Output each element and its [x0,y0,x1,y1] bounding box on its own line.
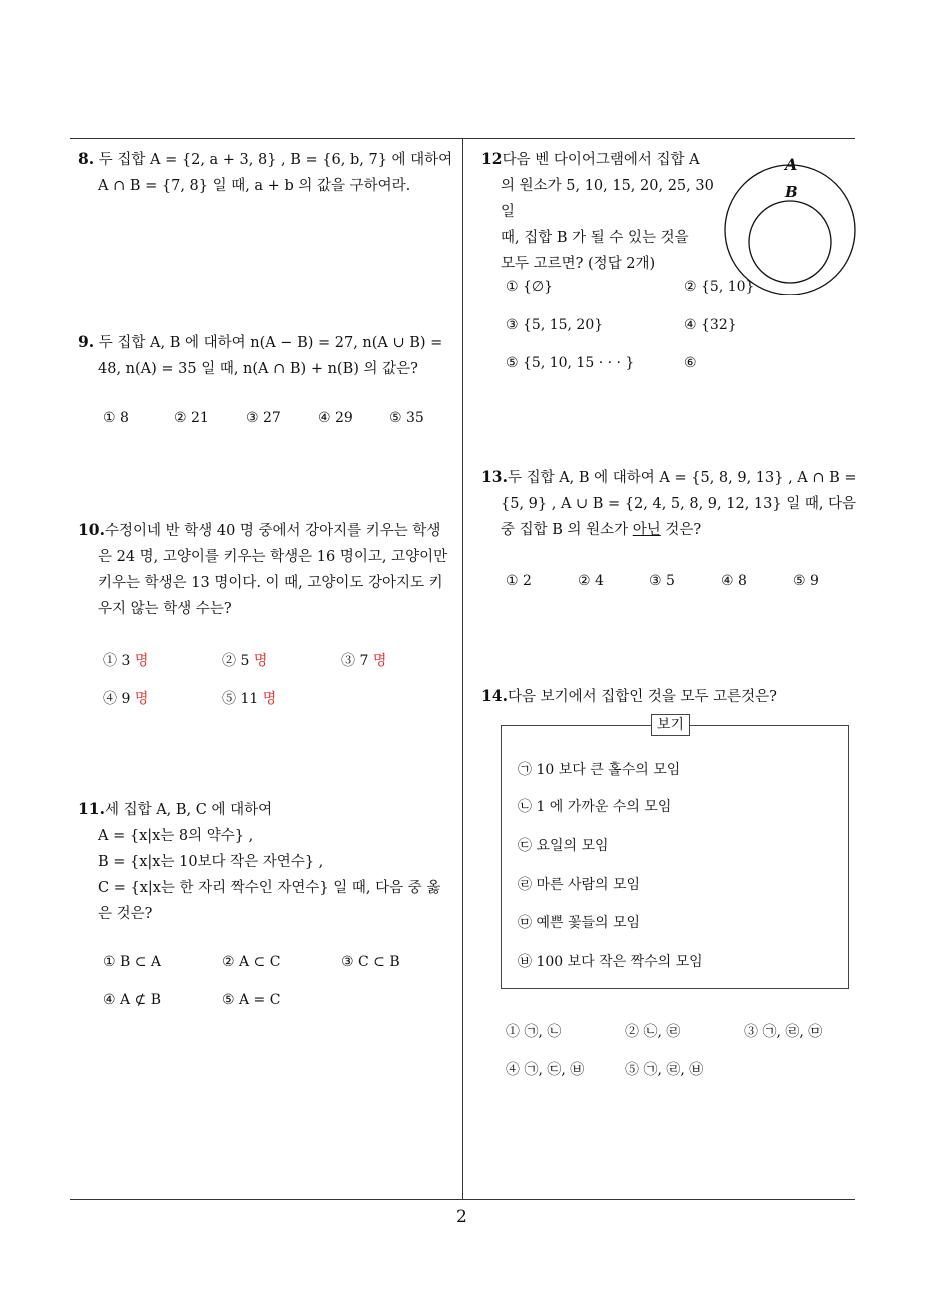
question-text: 다음 벤 다이어그램에서 집합 A [502,152,700,168]
page-number: 2 [456,1207,467,1227]
bogi-item-3: ㉢ 요일의 모임 [518,838,609,854]
choice-1[interactable]: ① B ⊂ A [103,954,162,970]
bogi-item-5: ㉤ 예쁜 꽃들의 모임 [518,915,641,931]
choice-2[interactable]: ② ㉡, ㉣ [625,1024,681,1040]
choice-1[interactable]: ① 8 [103,410,129,426]
choice-3[interactable]: ③ ㉠, ㉣, ㉤ [744,1024,823,1040]
set-definition-c: C = {x|x는 한 자리 짝수인 자연수} 일 때, 다음 중 옳 [98,880,441,896]
choice-3[interactable]: ③ 27 [246,410,281,426]
question-text: {5, 9} , A ∪ B = {2, 4, 5, 8, 9, 12, 13} 일 때, 다음 [501,496,857,512]
choice-2[interactable]: ② 4 [578,573,604,589]
question-text: 중 집합 B 의 원소가 아닌 것은? [501,522,702,538]
bogi-item-1: ㉠ 10 보다 큰 홀수의 모임 [518,762,681,778]
question-text: 48, n(A) = 35 일 때, n(A ∩ B) + n(B) 의 값은? [98,361,418,377]
question-text: 두 집합 A = {2, a + 3, 8} , B = {6, b, 7} 에 대하여 [98,152,453,168]
choice-2[interactable]: ② 21 [174,410,209,426]
question-text: 수정이네 반 학생 40 명 중에서 강아지를 키우는 학생 [104,523,441,539]
choice-5[interactable]: ⑤ A = C [222,992,281,1008]
venn-label-a: A [785,155,798,174]
question-number: 10. [78,520,105,539]
bogi-item-6: ㉥ 100 보다 작은 짝수의 모임 [518,954,703,970]
choice-5[interactable]: ⑤ {5, 10, 15 · · · } [506,355,635,371]
column-divider [462,138,463,1200]
question-text: 키우는 학생은 13 명이다. 이 때, 고양이도 강아지도 키 [98,575,443,591]
question-9 [78,329,458,382]
choice-4[interactable]: ④ {32} [684,317,737,333]
question-number: 9. [78,332,95,351]
venn-label-b: B [785,183,798,201]
choice-4[interactable]: ④ ㉠, ㉢, ㉥ [506,1062,585,1078]
question-number: 13. [481,467,508,486]
choice-4[interactable]: ④ 8 [721,573,747,589]
question-text: 세 집합 A, B, C 에 대하여 [104,802,273,818]
choice-2[interactable]: ② 5 명 [222,653,268,669]
underlined-word: 아닌 [632,522,661,538]
choice-1[interactable]: ① 3 명 [103,653,149,669]
venn-diagram [722,155,862,295]
set-definition-b: B = {x|x는 10보다 작은 자연수} , [98,854,324,870]
choice-5[interactable]: ⑤ 11 명 [222,691,277,707]
question-text: 은 것은? [98,906,153,922]
question-11 [78,796,458,927]
question-number: 11. [78,799,105,818]
bogi-box-title: 보기 [651,714,690,736]
question-text: 두 집합 A, B 에 대하여 n(A − B) = 27, n(A ∪ B) = [98,335,443,351]
choice-1[interactable]: ① {∅} [506,279,554,295]
choice-4[interactable]: ④ 9 명 [103,691,149,707]
choice-3[interactable]: ③ C ⊂ B [341,954,400,970]
question-12 [481,146,721,277]
bottom-rule [70,1199,855,1200]
choice-4[interactable]: ④ A ⊄ B [103,992,162,1008]
venn-inner-circle [749,201,831,283]
question-text: A ∩ B = {7, 8} 일 때, a + b 의 값을 구하여라. [98,178,411,194]
question-text: 모두 고르면? (정답 2개) [501,256,656,272]
set-definition-a: A = {x|x는 8의 약수} , [98,828,254,844]
question-text: 다음 보기에서 집합인 것을 모두 고른것은? [507,689,777,705]
question-8 [78,146,458,199]
question-number: 8. [78,149,95,168]
choice-1[interactable]: ① 2 [506,573,532,589]
question-text: 은 24 명, 고양이를 키우는 학생은 16 명이고, 고양이만 [98,549,448,565]
question-number: 14. [481,686,508,705]
choice-5[interactable]: ⑤ ㉠, ㉣, ㉥ [625,1062,704,1078]
question-text: 두 집합 A, B 에 대하여 A = {5, 8, 9, 13} , A ∩ B = [507,470,857,486]
question-text: 우지 않는 학생 수는? [98,601,232,617]
choice-4[interactable]: ④ 29 [318,410,353,426]
question-14 [481,683,861,710]
question-text: 때, 집합 B 가 될 수 있는 것을 [501,230,689,246]
question-10 [78,517,458,622]
question-number: 12 [481,149,503,168]
question-13 [481,464,861,543]
choice-2[interactable]: ② A ⊂ C [222,954,281,970]
bogi-item-4: ㉣ 마른 사람의 모임 [518,877,641,893]
choice-3[interactable]: ③ 5 [649,573,675,589]
bogi-item-2: ㉡ 1 에 가까운 수의 모임 [518,799,672,815]
choice-3[interactable]: ③ 7 명 [341,653,387,669]
question-text: 의 원소가 5, 10, 15, 20, 25, 30 일 [501,178,714,220]
choice-1[interactable]: ① ㉠, ㉡ [506,1024,562,1040]
choice-5[interactable]: ⑤ 35 [389,410,424,426]
choice-6[interactable]: ⑥ [684,355,697,371]
choice-5[interactable]: ⑤ 9 [793,573,819,589]
choice-3[interactable]: ③ {5, 15, 20} [506,317,604,333]
choice-2[interactable]: ② {5, 10} [684,279,755,295]
